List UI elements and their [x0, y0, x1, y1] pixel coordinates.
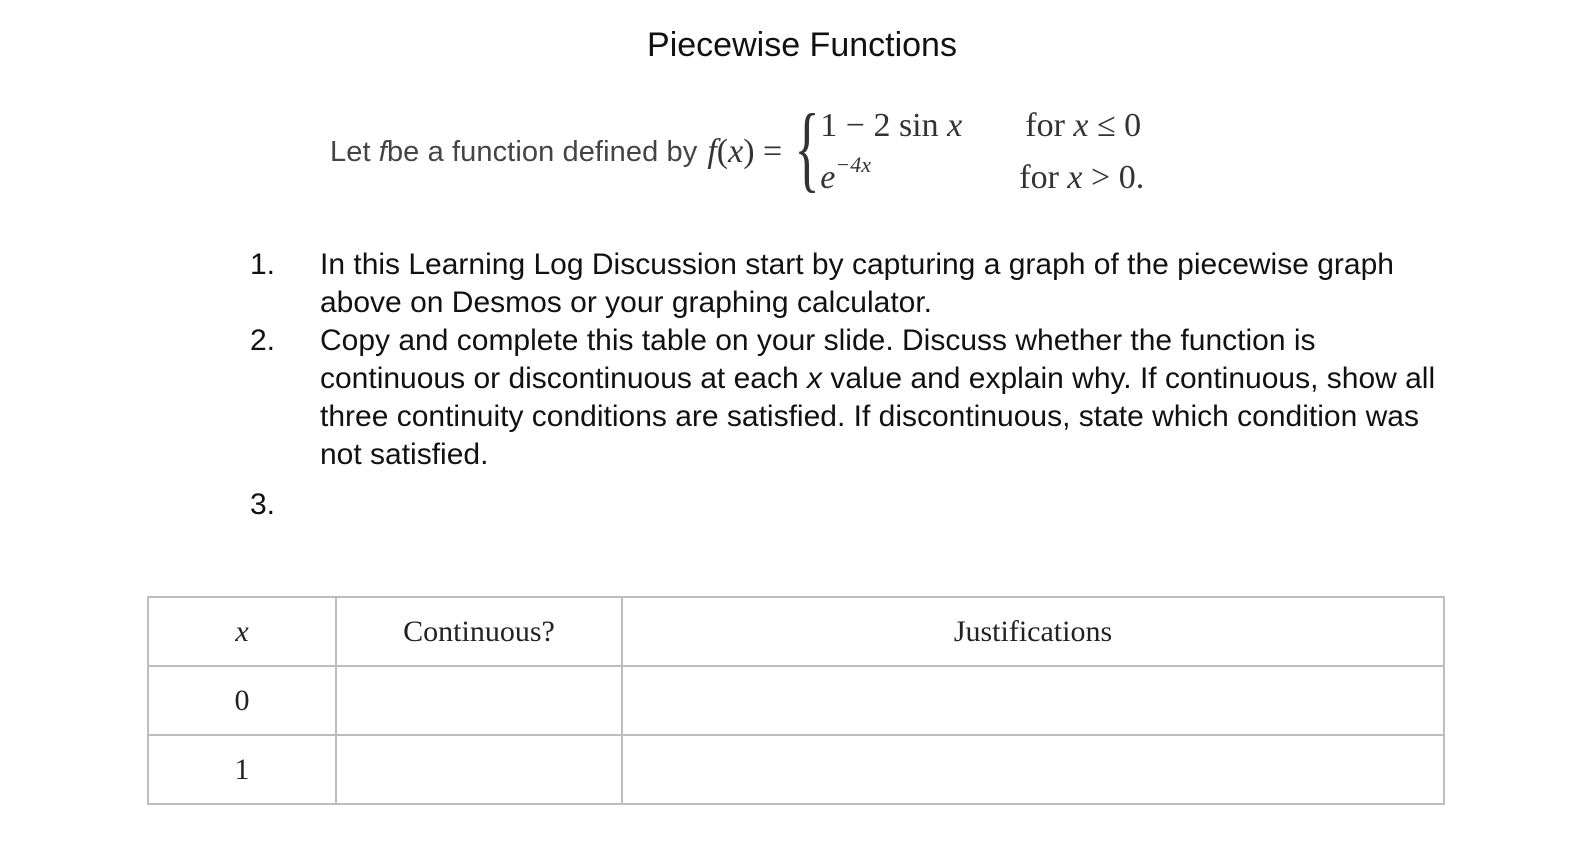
list-text: In this Learning Log Discussion start by capturing a graph of the piecewise graph above on Desmos or your graphing calculator.	[320, 248, 1394, 319]
case-2-for: for	[1019, 159, 1068, 196]
lhs-open: (	[716, 133, 729, 170]
piecewise-cases	[820, 107, 1195, 197]
table-row	[148, 735, 1444, 804]
definition-text: be a function defined by	[386, 135, 698, 168]
lhs-f: f	[707, 133, 717, 170]
header-justifications: Justifications	[622, 597, 1444, 666]
list-number: 1.	[250, 248, 276, 281]
case-2-bound: > 0.	[1082, 159, 1145, 196]
list-text-part: value and explain why. If continuous, show all three continuity conditions are satisfied. If discontinuous, state which condition was not satisfied.	[320, 362, 1436, 471]
cell-x: 1	[148, 735, 336, 804]
page-title: Piecewise Functions	[647, 26, 957, 64]
case-1-x: x	[1073, 107, 1089, 144]
cell-justification[interactable]	[622, 666, 1444, 735]
list-number: 2.	[250, 324, 276, 357]
list-text	[320, 486, 1440, 524]
definition-intro	[330, 136, 697, 169]
lhs-x: x	[728, 133, 744, 170]
case-2-base: e	[820, 159, 836, 196]
definition-let: Let	[330, 135, 379, 168]
case-1-bound: ≤ 0	[1088, 107, 1142, 144]
table-header-row	[148, 597, 1444, 666]
cell-continuous[interactable]	[336, 735, 622, 804]
lhs-close: ) =	[743, 133, 783, 170]
header-x: x	[148, 597, 336, 666]
cell-continuous[interactable]	[336, 666, 622, 735]
left-brace: {	[794, 94, 820, 201]
case-1-expr-x: x	[947, 107, 963, 144]
case-2-x: x	[1067, 159, 1083, 196]
list-item	[250, 246, 1440, 322]
cell-x: 0	[148, 666, 336, 735]
case-2-condition	[1019, 159, 1195, 197]
table-row	[148, 666, 1444, 735]
cell-justification[interactable]	[622, 735, 1444, 804]
case-2-expression	[820, 152, 1025, 197]
list-item	[250, 486, 1440, 524]
function-lhs	[707, 133, 782, 171]
definition-f: f	[378, 135, 387, 168]
list-text-x: x	[807, 362, 822, 395]
case-1-expression	[820, 107, 1025, 145]
case-1-expr-text: 1 − 2 sin	[820, 107, 948, 144]
case-1-condition	[1025, 107, 1195, 145]
list-text	[320, 322, 1440, 474]
list-text-part: Copy and complete this table on your slide. Discuss whether the function is continuous or discontinuous at each	[320, 324, 1316, 395]
list-item	[250, 322, 1440, 474]
function-definition	[330, 94, 1195, 202]
list-number: 3.	[250, 488, 276, 521]
case-1-for: for	[1025, 107, 1074, 144]
case-2-exponent: −4x	[835, 152, 871, 177]
header-continuous: Continuous?	[336, 597, 622, 666]
continuity-table	[147, 596, 1445, 805]
instruction-list	[250, 246, 1440, 524]
